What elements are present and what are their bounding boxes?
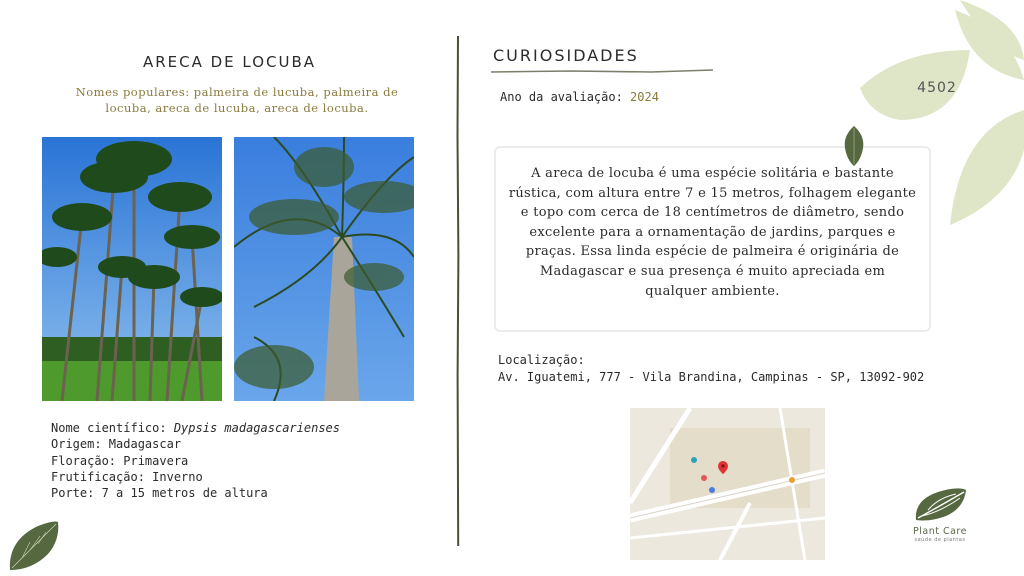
logo-brand: Plant Care [913, 526, 967, 537]
location-map[interactable] [630, 408, 825, 560]
plant-title: ARECA DE LOCUBA [142, 53, 317, 71]
fact-scientific-name [51, 420, 340, 436]
evaluation-year [500, 90, 659, 104]
popular-names: Nomes populares: palmeira de lucuba, palmeira de locuba, areca de lucuba, areca de locuba. [75, 85, 399, 115]
year-label: Ano da avaliação: [500, 90, 631, 104]
fact-fruiting: Frutificação: Inverno [51, 469, 203, 484]
palm-photo-grove [42, 137, 222, 401]
title-underline [491, 68, 713, 74]
plant-care-logo [900, 486, 980, 546]
leaf-icon [8, 520, 60, 572]
location-address: Av. Iguatemi, 777 - Vila Brandina, Campinas - SP, 13092-902 [498, 370, 925, 384]
fact-size: Porte: 7 a 15 metros de altura [51, 486, 268, 501]
logo-tagline: saúde de plantas [914, 537, 966, 543]
fact-origin: Origem: Madagascar [51, 437, 182, 452]
fact-flowering: Floração: Primavera [51, 453, 189, 468]
palm-photo-closeup [234, 137, 414, 401]
leaf-decoration [860, 0, 1024, 225]
curiosidades-title: CURIOSIDADES [493, 46, 639, 65]
plant-number-badge: 4502 [917, 80, 957, 96]
fact-label: Nome científico: [51, 421, 174, 435]
logo-leaf-icon [910, 486, 970, 522]
leaf-icon [843, 126, 865, 166]
description-text: A areca de locuba é uma espécie solitária e bastante rústica, com altura entre 7 e 15 metros, folhagem elegante e topo com cerca de 18 centímetros de diâmetro, sendo excelente para a ornamentação de jardins, parques e praças. Essa linda espécie de palmeira é originária de Madagascar e sua presença é muito apreciada em qualquer ambiente. [508, 166, 917, 299]
location-label: Localização: [498, 353, 585, 367]
column-divider [455, 36, 461, 546]
scientific-name-value: Dypsis madagascarienses [173, 421, 340, 435]
year-value: 2024 [630, 90, 659, 104]
plant-facts [51, 420, 340, 501]
